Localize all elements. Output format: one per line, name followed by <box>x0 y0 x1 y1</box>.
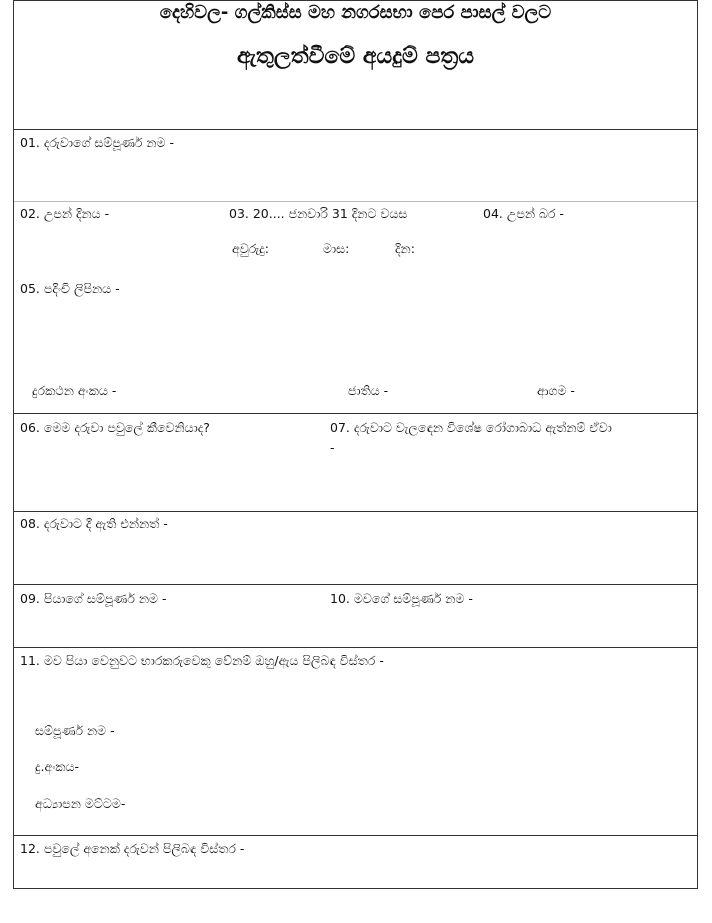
field-birth-date: 02. උපන් දිනය - <box>20 206 110 221</box>
field-guardian-details: 11. මව පියා වෙනුවට භාරකරුවෙකු වේනම් ඔහු/ඇය පිලිබඳ විස්තර - <box>20 653 384 668</box>
field-guardian-phone: දු.අංකය- <box>35 759 80 774</box>
divider-5 <box>14 647 697 648</box>
field-guardian-education: අධ්‍යාපන මට්ටම- <box>35 796 126 811</box>
field-race: ජාතිය - <box>348 383 389 398</box>
age-months-label: මාස: <box>323 241 350 256</box>
application-form <box>13 0 698 889</box>
divider-3 <box>14 511 697 512</box>
field-guardian-full-name: සම්පූර්ණ නම - <box>35 723 115 738</box>
divider-header <box>14 129 697 130</box>
form-title: දෙහිවල- ගල්කිස්ස මහ නගරසභා පෙර පාසල් වලට <box>159 2 552 23</box>
field-other-children: 12. පවුලේ අනෙක් දරුවන් පිලිබඳ විස්තර - <box>20 841 245 856</box>
field-phone: දුරකථන අංකය - <box>32 383 117 398</box>
divider-2 <box>14 413 697 414</box>
field-birth-weight: 04. උපන් බර - <box>483 206 564 221</box>
field-special-illnesses: 07. දරුවාට වැලඳෙන විශේෂ රෝගාබාධ ඇත්නම් ඒවා <box>330 420 612 435</box>
divider-4 <box>14 584 697 585</box>
age-years-label: අවුරුදු: <box>232 241 269 256</box>
divider-6 <box>14 835 697 836</box>
field-father-name: 09. පියාගේ සම්පූර්ණ නම - <box>20 591 167 606</box>
field-special-illnesses-dash: - <box>330 440 335 455</box>
field-birth-order: 06. මෙම දරුවා පවුලේ කීවෙනියාද? <box>20 420 210 435</box>
field-age-on-jan-31: 03. 20.... ජනවාරි 31 දිනට වයස <box>229 206 408 221</box>
field-vaccinations: 08. දරුවාට දී ඇති එන්නත් - <box>20 516 168 531</box>
form-subtitle: ඇතුලත්වීමේ අයදුම් පත්‍රය <box>236 44 475 69</box>
field-address: 05. පදිංචි ලිපිනය - <box>20 281 120 296</box>
field-mother-name: 10. මවගේ සම්පූර්ණ නම - <box>330 591 473 606</box>
divider-1 <box>14 201 697 202</box>
age-days-label: දින: <box>395 241 415 256</box>
field-religion: ආගම - <box>537 383 575 398</box>
field-child-full-name: 01. දරුවාගේ සම්පූර්ණ නම - <box>20 135 174 150</box>
